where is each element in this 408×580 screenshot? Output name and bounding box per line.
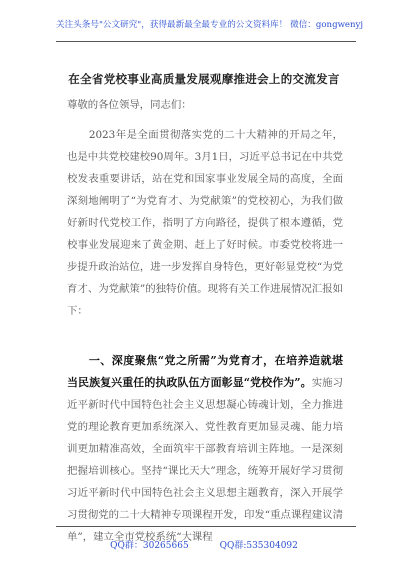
document-title: 在全省党校事业高质量发展观摩推进会上的交流发言 bbox=[68, 72, 340, 86]
footer-qq-group-1: QQ群：30265665 bbox=[110, 541, 189, 551]
paragraph-intro: 2023年是全面贯彻落实党的二十大精神的开局之年，也是中共党校建校90周年。3月1日，习近平总书记在中共党校发表重要讲话，站在党和国家事业发展全局的高度，全面深刻地阐明了“为党育才、为党献策”的党校初心，为我们做好新时代党校工作，指明了方向路径，提供了根本遵循，党校事业发展迎来了黄金期、赶上了好时候。市委党校将进一步提升政治站位，进一步发挥自身特色，更好彰显党校“为党育才、为党献策”的独特价值。现将有关工作进展情况汇报如下： bbox=[67, 129, 343, 317]
section-one-body: 实施习近平新时代中国特色社会主义思想凝心铸魂计划，全力推进党的理论教育更加系统深入、党性教育更加显灵魂、能力培训更加精准高效，全面筑牢干部教育培训主阵地。一是深刻把握培训核心。坚持“课比天大”理念，统筹开展好学习贯彻习近平新时代中国特色社会主义思想主题教育，深入开展学习贯彻党的二十大精神专项课程开发，印发“重点课程建议清单”，建立全市党校系统“大课程 bbox=[67, 377, 343, 543]
header-divider bbox=[56, 41, 356, 42]
salutation: 尊敬的各位领导，同志们： bbox=[67, 99, 192, 111]
footer-qq-group-2: QQ群:535304092 bbox=[219, 541, 298, 551]
footer bbox=[0, 538, 408, 551]
header-banner: 关注头条号"公文研究"，获得最新最全最专业的公文资料库！ 微信：gongwenyj bbox=[56, 20, 364, 30]
section-one-heading: 一、深度聚焦“党之所需”为党育才，在培养造就堪当民族复兴重任的执政队伍方面彰显“党校作为”。 bbox=[67, 354, 343, 389]
footer-divider bbox=[56, 526, 356, 527]
paragraph-section-one bbox=[67, 350, 343, 548]
